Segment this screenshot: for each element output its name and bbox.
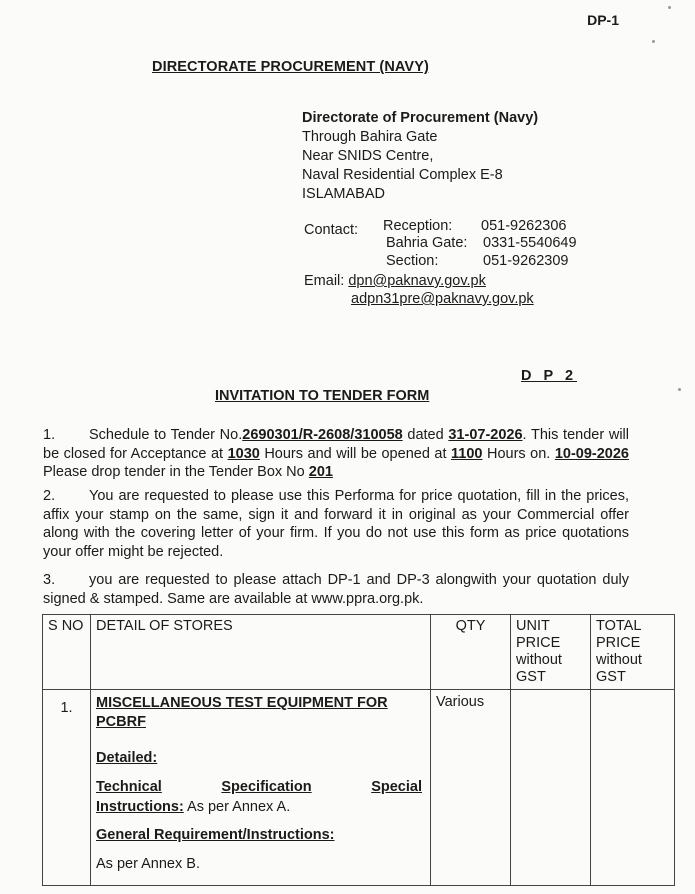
contact-name: Reception:: [383, 218, 453, 234]
paragraph-number: 2.: [43, 488, 56, 504]
general-value: As per Annex B.: [96, 856, 200, 872]
stores-table: [42, 614, 675, 886]
cell-sno: 1.: [43, 690, 91, 886]
email-label: Email:: [304, 273, 345, 289]
scan-speck: [668, 6, 671, 9]
paragraph-text: Schedule to Tender No.: [89, 427, 243, 443]
paragraph-text: Hours on.: [482, 445, 555, 462]
cell-total-price: [591, 690, 675, 886]
paragraph-number: 1.: [43, 427, 56, 443]
opening-time: 1100: [451, 445, 483, 462]
opening-date: 10-09-2026: [554, 445, 629, 462]
scan-speck: [678, 388, 681, 391]
closing-time: 1030: [227, 445, 260, 462]
technical-label-end: Instructions:: [96, 799, 184, 815]
technical-value: As per Annex A.: [183, 799, 291, 815]
paragraph-number: 3.: [43, 572, 56, 588]
item-title: MISCELLANEOUS TEST EQUIPMENT FOR PCBRF: [96, 695, 388, 730]
contact-row-section: [386, 253, 569, 271]
address-line: Through Bahira Gate: [302, 129, 438, 145]
address-organization: Directorate of Procurement (Navy): [302, 110, 539, 126]
technical-word: Technical: [96, 779, 162, 795]
contact-label: Contact:: [304, 222, 358, 238]
tender-date: 31-07-2026: [448, 427, 523, 443]
contact-name: Bahria Gate:: [386, 235, 468, 251]
paragraph-text: Hours and will be opened at: [259, 445, 451, 462]
address-block: [302, 109, 538, 204]
dp2-code: D P 2: [521, 368, 578, 384]
contact-name: Section:: [386, 253, 439, 269]
email-link-adpn[interactable]: adpn31pre@paknavy.gov.pk: [351, 291, 534, 307]
technical-word: Special: [371, 779, 422, 795]
cell-detail: [91, 690, 431, 886]
paragraph-text: you are requested to please attach DP-1 and DP-3 alongwith your quotation duly signed & stamped. Same are available at www.ppra.org.pk.: [43, 572, 629, 607]
paragraph-2: [43, 487, 629, 561]
paragraph-text: . This tender will be closed for Acceptance at: [43, 427, 629, 462]
contact-number: 051-9262309: [483, 253, 569, 269]
department-heading: DIRECTORATE PROCUREMENT (NAVY): [152, 59, 429, 75]
cell-qty: Various: [431, 690, 511, 886]
technical-label-line: [96, 777, 422, 797]
table-header-row: [43, 615, 675, 690]
paragraph-1: [43, 426, 629, 482]
paragraph-text: Please drop tender in the Tender Box No: [43, 464, 309, 480]
contact-row-reception: [383, 218, 567, 236]
header-total-price: TOTAL PRICE without GST: [591, 615, 675, 690]
contact-row-bahria-gate: [386, 235, 577, 253]
email-block: [304, 272, 534, 308]
contact-number: 0331-5540649: [483, 235, 577, 251]
address-line: Near SNIDS Centre,: [302, 148, 434, 164]
header-detail: DETAIL OF STORES: [91, 615, 431, 690]
email-link-dpn[interactable]: dpn@paknavy.gov.pk: [348, 273, 486, 289]
tender-number: 2690301/R-2608/310058: [242, 427, 403, 443]
detailed-label: Detailed:: [96, 750, 158, 766]
paragraph-3: [43, 571, 629, 608]
header-sno: S NO: [43, 615, 91, 690]
address-city: ISLAMABAD: [302, 186, 385, 202]
technical-specification: [96, 777, 422, 817]
header-unit-price: UNIT PRICE without GST: [511, 615, 591, 690]
paragraph-text: You are requested to please use this Performa for price quotation, fill in the prices, affix your stamp on the same, sign it and forward it in original as your Commercial offer along with the covering letter of your firm. If you do not use this form as price quotations your offer might be rejected.: [43, 488, 629, 560]
tender-box-number: 201: [308, 464, 333, 480]
technical-word: Specification: [221, 779, 312, 795]
address-line: Naval Residential Complex E-8: [302, 167, 503, 183]
table-row: [43, 690, 675, 886]
document-code: DP-1: [587, 12, 619, 28]
header-qty: QTY: [431, 615, 511, 690]
paragraph-text: dated: [402, 427, 449, 443]
general-label: General Requirement/Instructions:: [96, 827, 335, 843]
cell-unit-price: [511, 690, 591, 886]
form-title: INVITATION TO TENDER FORM: [215, 388, 430, 404]
scan-speck: [652, 40, 655, 43]
contact-number: 051-9262306: [481, 218, 567, 234]
